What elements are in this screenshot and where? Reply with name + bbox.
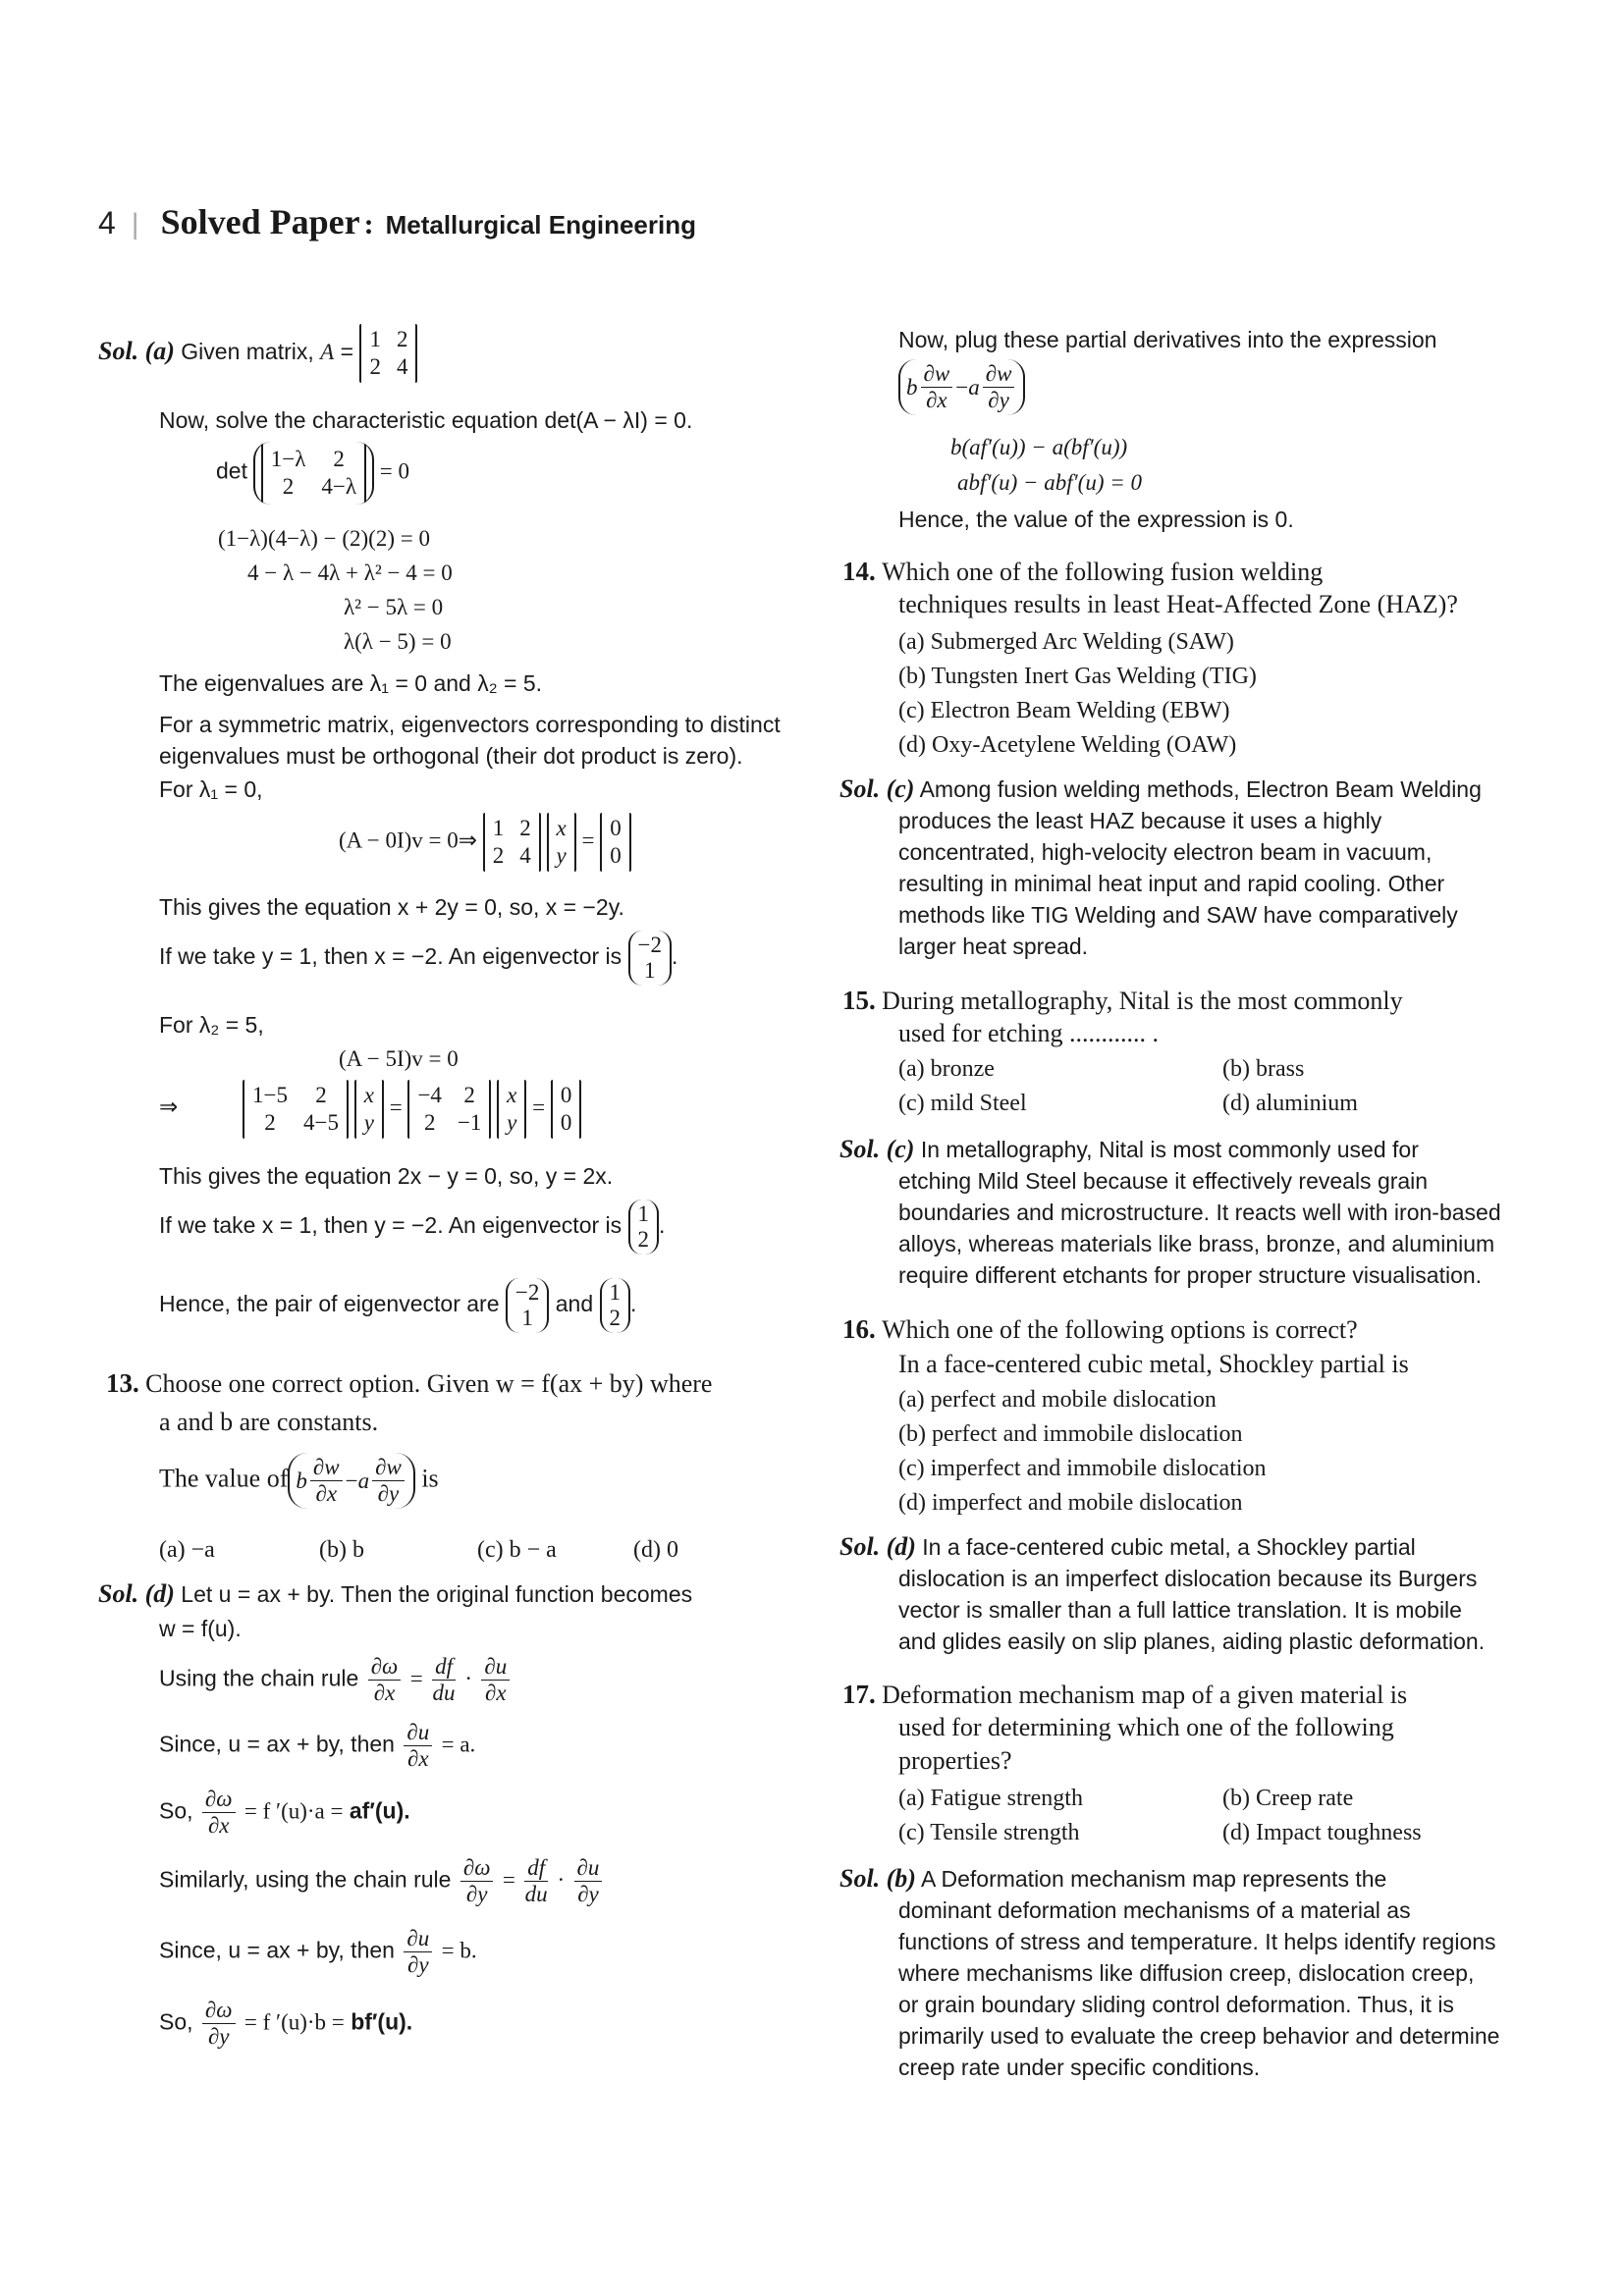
q16-option-a: (a) perfect and mobile dislocation: [898, 1387, 1217, 1413]
question-number: 15.: [842, 986, 876, 1015]
eigen-eq-lambda1: (A − 0I)v = 0⇒ 1 2 2 4 x y = 0 0: [339, 813, 631, 872]
s17-line-5: or grain boundary sliding control deformation. Thus, it is: [898, 1992, 1454, 2017]
question-number: 13.: [106, 1368, 139, 1398]
q13-option-b: (b) b: [319, 1537, 364, 1563]
s14-line-6: larger heat spread.: [898, 934, 1089, 959]
sol-option: (c): [886, 1135, 915, 1163]
question-text: Deformation mechanism map of a given material is: [882, 1681, 1408, 1709]
page-number: 4: [98, 205, 116, 240]
sol-label: Sol.: [839, 1532, 881, 1561]
q16-option-b: (b) perfect and immobile dislocation: [898, 1421, 1243, 1447]
q17-line-1: [842, 1681, 1407, 1709]
q17-option-b: (b) Creep rate: [1222, 1786, 1354, 1811]
q17-option-d: (d) Impact toughness: [1222, 1820, 1422, 1845]
sol-label: Sol.: [98, 1579, 139, 1608]
sol17-heading: [839, 1865, 1386, 1893]
q13-line-1: [106, 1369, 712, 1398]
s15-line-3: boundaries and microstructure. It reacts well with iron-based: [898, 1200, 1501, 1225]
result-line-3: Hence, the value of the expression is 0.: [898, 507, 1294, 532]
sol-label: Sol.: [839, 1135, 881, 1163]
eq-step-3: λ² − 5λ = 0: [344, 595, 444, 619]
symmetric-text-1: For a symmetric matrix, eigenvectors corresponding to distinct: [159, 712, 781, 737]
char-eq-text: Now, solve the characteristic equation det(A − λI) = 0.: [159, 407, 693, 433]
q16-option-c: (c) imperfect and immobile dislocation: [898, 1456, 1267, 1481]
question-number: 17.: [842, 1680, 876, 1709]
sol-option: (c): [886, 774, 915, 803]
q13-value-expression: The value of b $\frac{\partial w}{\partial x}$ − a $\frac{\partial w}{\partial y}$ is: [159, 1453, 439, 1509]
result-line-1: b(af′(u)) − a(bf′(u)): [950, 435, 1128, 459]
q14-option-b: (b) Tungsten Inert Gas Welding (TIG): [898, 664, 1257, 689]
s14-line-2: produces the least HAZ because it uses a highly: [898, 808, 1382, 833]
book-title: Solved Paper: [160, 202, 360, 241]
q15-option-d: (d) aluminium: [1222, 1091, 1358, 1116]
chain-rule-y: Similarly, using the chain rule $\frac{\partial\omega}{\partial y}$ = $\frac{df}{du}$ · $\frac{\partial u}{\partial y}$: [159, 1855, 605, 1907]
page-header: [98, 201, 696, 250]
a5-eq: (A − 5I)v = 0: [339, 1046, 459, 1071]
book-subject: Metallurgical Engineering: [385, 210, 696, 240]
eq-step-4: λ(λ − 5) = 0: [344, 629, 452, 654]
q17-line-2: used for determining which one of the following: [898, 1713, 1394, 1741]
take-x-1: If we take x = 1, then y = −2. An eigenvector is 1 2 .: [159, 1200, 665, 1255]
s13-line-2: w = f(u).: [159, 1616, 242, 1641]
q15-line-2: used for etching ............ .: [898, 1019, 1160, 1047]
s15-line-5: require different etchants for proper structure visualisation.: [898, 1262, 1483, 1288]
sol-label: Sol.: [839, 774, 881, 803]
det-expression: det 1−λ 2 2 4−λ = 0: [216, 442, 409, 505]
q14-line-1: [842, 558, 1323, 586]
sol-text: Among fusion welding methods, Electron Beam Welding: [919, 776, 1482, 802]
s17-line-6: primarily used to evaluate the creep behavior and determine: [898, 2023, 1500, 2049]
for-lambda1: For λ₁ = 0,: [159, 776, 263, 802]
header-colon: :: [363, 208, 374, 240]
sol-option: (b): [886, 1864, 916, 1893]
question-text: During metallography, Nital is the most commonly: [882, 987, 1403, 1015]
s17-line-7: creep rate under specific conditions.: [898, 2055, 1261, 2080]
eigenvector-pair: Hence, the pair of eigenvector are −2 1 and 1 2 .: [159, 1278, 636, 1333]
since-x: Since, u = ax + by, then $\frac{\partial u}{\partial x}$ = a.: [159, 1720, 476, 1771]
q14-line-2: techniques results in least Heat-Affected Zone (HAZ)?: [898, 590, 1458, 618]
question-number: 14.: [842, 557, 876, 586]
sol16-heading: [839, 1533, 1416, 1561]
for-lambda2: For λ₂ = 5,: [159, 1012, 264, 1038]
q17-option-c: (c) Tensile strength: [898, 1820, 1080, 1845]
gives-eq-1: This gives the equation x + 2y = 0, so, x = −2y.: [159, 894, 624, 920]
q15-line-1: [842, 987, 1403, 1015]
so-y: So, $\frac{\partial\omega}{\partial y}$ = f ′(u)·b = bf′(u).: [159, 1998, 413, 2049]
q16-line-2: In a face-centered cubic metal, Shockley partial is: [898, 1350, 1409, 1378]
symmetric-text-2: eigenvalues must be orthogonal (their dot product is zero).: [159, 743, 743, 769]
s14-line-5: methods like TIG Welding and SAW have comparatively: [898, 902, 1458, 928]
so-x: So, $\frac{\partial\omega}{\partial x}$ = f ′(u)·a = af′(u).: [159, 1787, 410, 1838]
s17-line-3: functions of stress and temperature. It helps identify regions: [898, 1929, 1496, 1954]
sol-text: A Deformation mechanism map represents the: [921, 1866, 1387, 1892]
det-matrix: 1−λ 2 2 4−λ: [261, 444, 366, 503]
s15-line-4: alloys, whereas materials like brass, bronze, and aluminium: [898, 1231, 1495, 1256]
eq-step-1: (1−λ)(4−λ) − (2)(2) = 0: [218, 526, 430, 551]
question-text: Which one of the following fusion welding: [882, 558, 1324, 586]
q13-option-d: (d) 0: [633, 1537, 678, 1563]
s17-line-4: where mechanisms like diffusion creep, dislocation creep,: [898, 1960, 1475, 1986]
sol-label: Sol.: [98, 337, 139, 366]
sol-option: (d): [886, 1532, 916, 1561]
sol-label: Sol.: [839, 1864, 881, 1893]
sol-text: Given matrix,: [181, 339, 314, 365]
question-number: 16.: [842, 1314, 876, 1344]
question-text: Choose one correct option. Given w = f(ax + by) where: [145, 1369, 713, 1398]
s14-line-3: concentrated, high-velocity electron beam in vacuum,: [898, 839, 1433, 865]
s15-line-2: etching Mild Steel because it effectively reveals grain: [898, 1168, 1429, 1194]
q17-line-3: properties?: [898, 1746, 1012, 1775]
s16-line-4: and glides easily on slip planes, aiding plastic deformation.: [898, 1629, 1486, 1654]
s17-line-2: dominant deformation mechanisms of a material as: [898, 1897, 1411, 1923]
q15-option-a: (a) bronze: [898, 1056, 995, 1082]
sol12-heading: Sol. (a) Given matrix, A = 1 2 2 4: [98, 324, 417, 383]
take-y-1: If we take y = 1, then x = −2. An eigenvector is −2 1 .: [159, 931, 677, 986]
q14-option-a: (a) Submerged Arc Welding (SAW): [898, 629, 1234, 655]
q13-option-a: (a) −a: [159, 1537, 215, 1563]
sol-text: In a face-centered cubic metal, a Shockley partial: [922, 1534, 1416, 1560]
eigen-eq-lambda2: ⇒ 1−5 2 2 4−5 x y = −4 2 2 −1 x y = 0 0: [159, 1080, 581, 1139]
s14-line-4: resulting in minimal heat input and rapid cooling. Other: [898, 871, 1445, 896]
q17-option-a: (a) Fatigue strength: [898, 1786, 1083, 1811]
gives-eq-2: This gives the equation 2x − y = 0, so, y = 2x.: [159, 1163, 614, 1189]
q15-option-b: (b) brass: [1222, 1056, 1305, 1082]
sol-text: Let u = ax + by. Then the original function becomes: [181, 1581, 693, 1607]
q14-option-c: (c) Electron Beam Welding (EBW): [898, 698, 1230, 723]
result-line-2: abf′(u) − abf′(u) = 0: [957, 470, 1143, 495]
q16-option-d: (d) imperfect and mobile dislocation: [898, 1490, 1243, 1516]
plug-expression: b $\frac{\partial w}{\partial x}$ − a $\frac{\partial w}{\partial y}$: [898, 359, 1025, 415]
header-divider: |: [131, 208, 139, 240]
matrix-a: 1 2 2 4: [359, 324, 417, 383]
sol15-heading: [839, 1136, 1419, 1163]
q14-option-d: (d) Oxy-Acetylene Welding (OAW): [898, 732, 1237, 758]
s16-line-3: vector is smaller than a full lattice translation. It is mobile: [898, 1597, 1462, 1623]
s16-line-2: dislocation is an imperfect dislocation because its Burgers: [898, 1566, 1478, 1591]
q15-option-c: (c) mild Steel: [898, 1091, 1027, 1116]
chain-rule-x: Using the chain rule $\frac{\partial\omega}{\partial x}$ = $\frac{df}{du}$ · $\frac{\partial u}{\partial x}$: [159, 1654, 513, 1706]
sol-option: (a): [144, 337, 175, 366]
question-text: Which one of the following options is correct?: [882, 1315, 1358, 1344]
q16-line-1: [842, 1315, 1358, 1344]
sol-text: In metallography, Nital is most commonly used for: [920, 1137, 1419, 1162]
sol-option: (d): [144, 1579, 175, 1608]
plug-text: Now, plug these partial derivatives into the expression: [898, 327, 1437, 352]
q13-option-c: (c) b − a: [477, 1537, 557, 1563]
eq-step-2: 4 − λ − 4λ + λ² − 4 = 0: [247, 561, 453, 585]
sol14-heading: [839, 775, 1482, 803]
q13-line-2: a and b are constants.: [159, 1408, 379, 1436]
since-y: Since, u = ax + by, then $\frac{\partial u}{\partial y}$ = b.: [159, 1926, 477, 1977]
sol13-heading: [98, 1580, 692, 1608]
eigenvalues-text: The eigenvalues are λ₁ = 0 and λ₂ = 5.: [159, 670, 543, 696]
